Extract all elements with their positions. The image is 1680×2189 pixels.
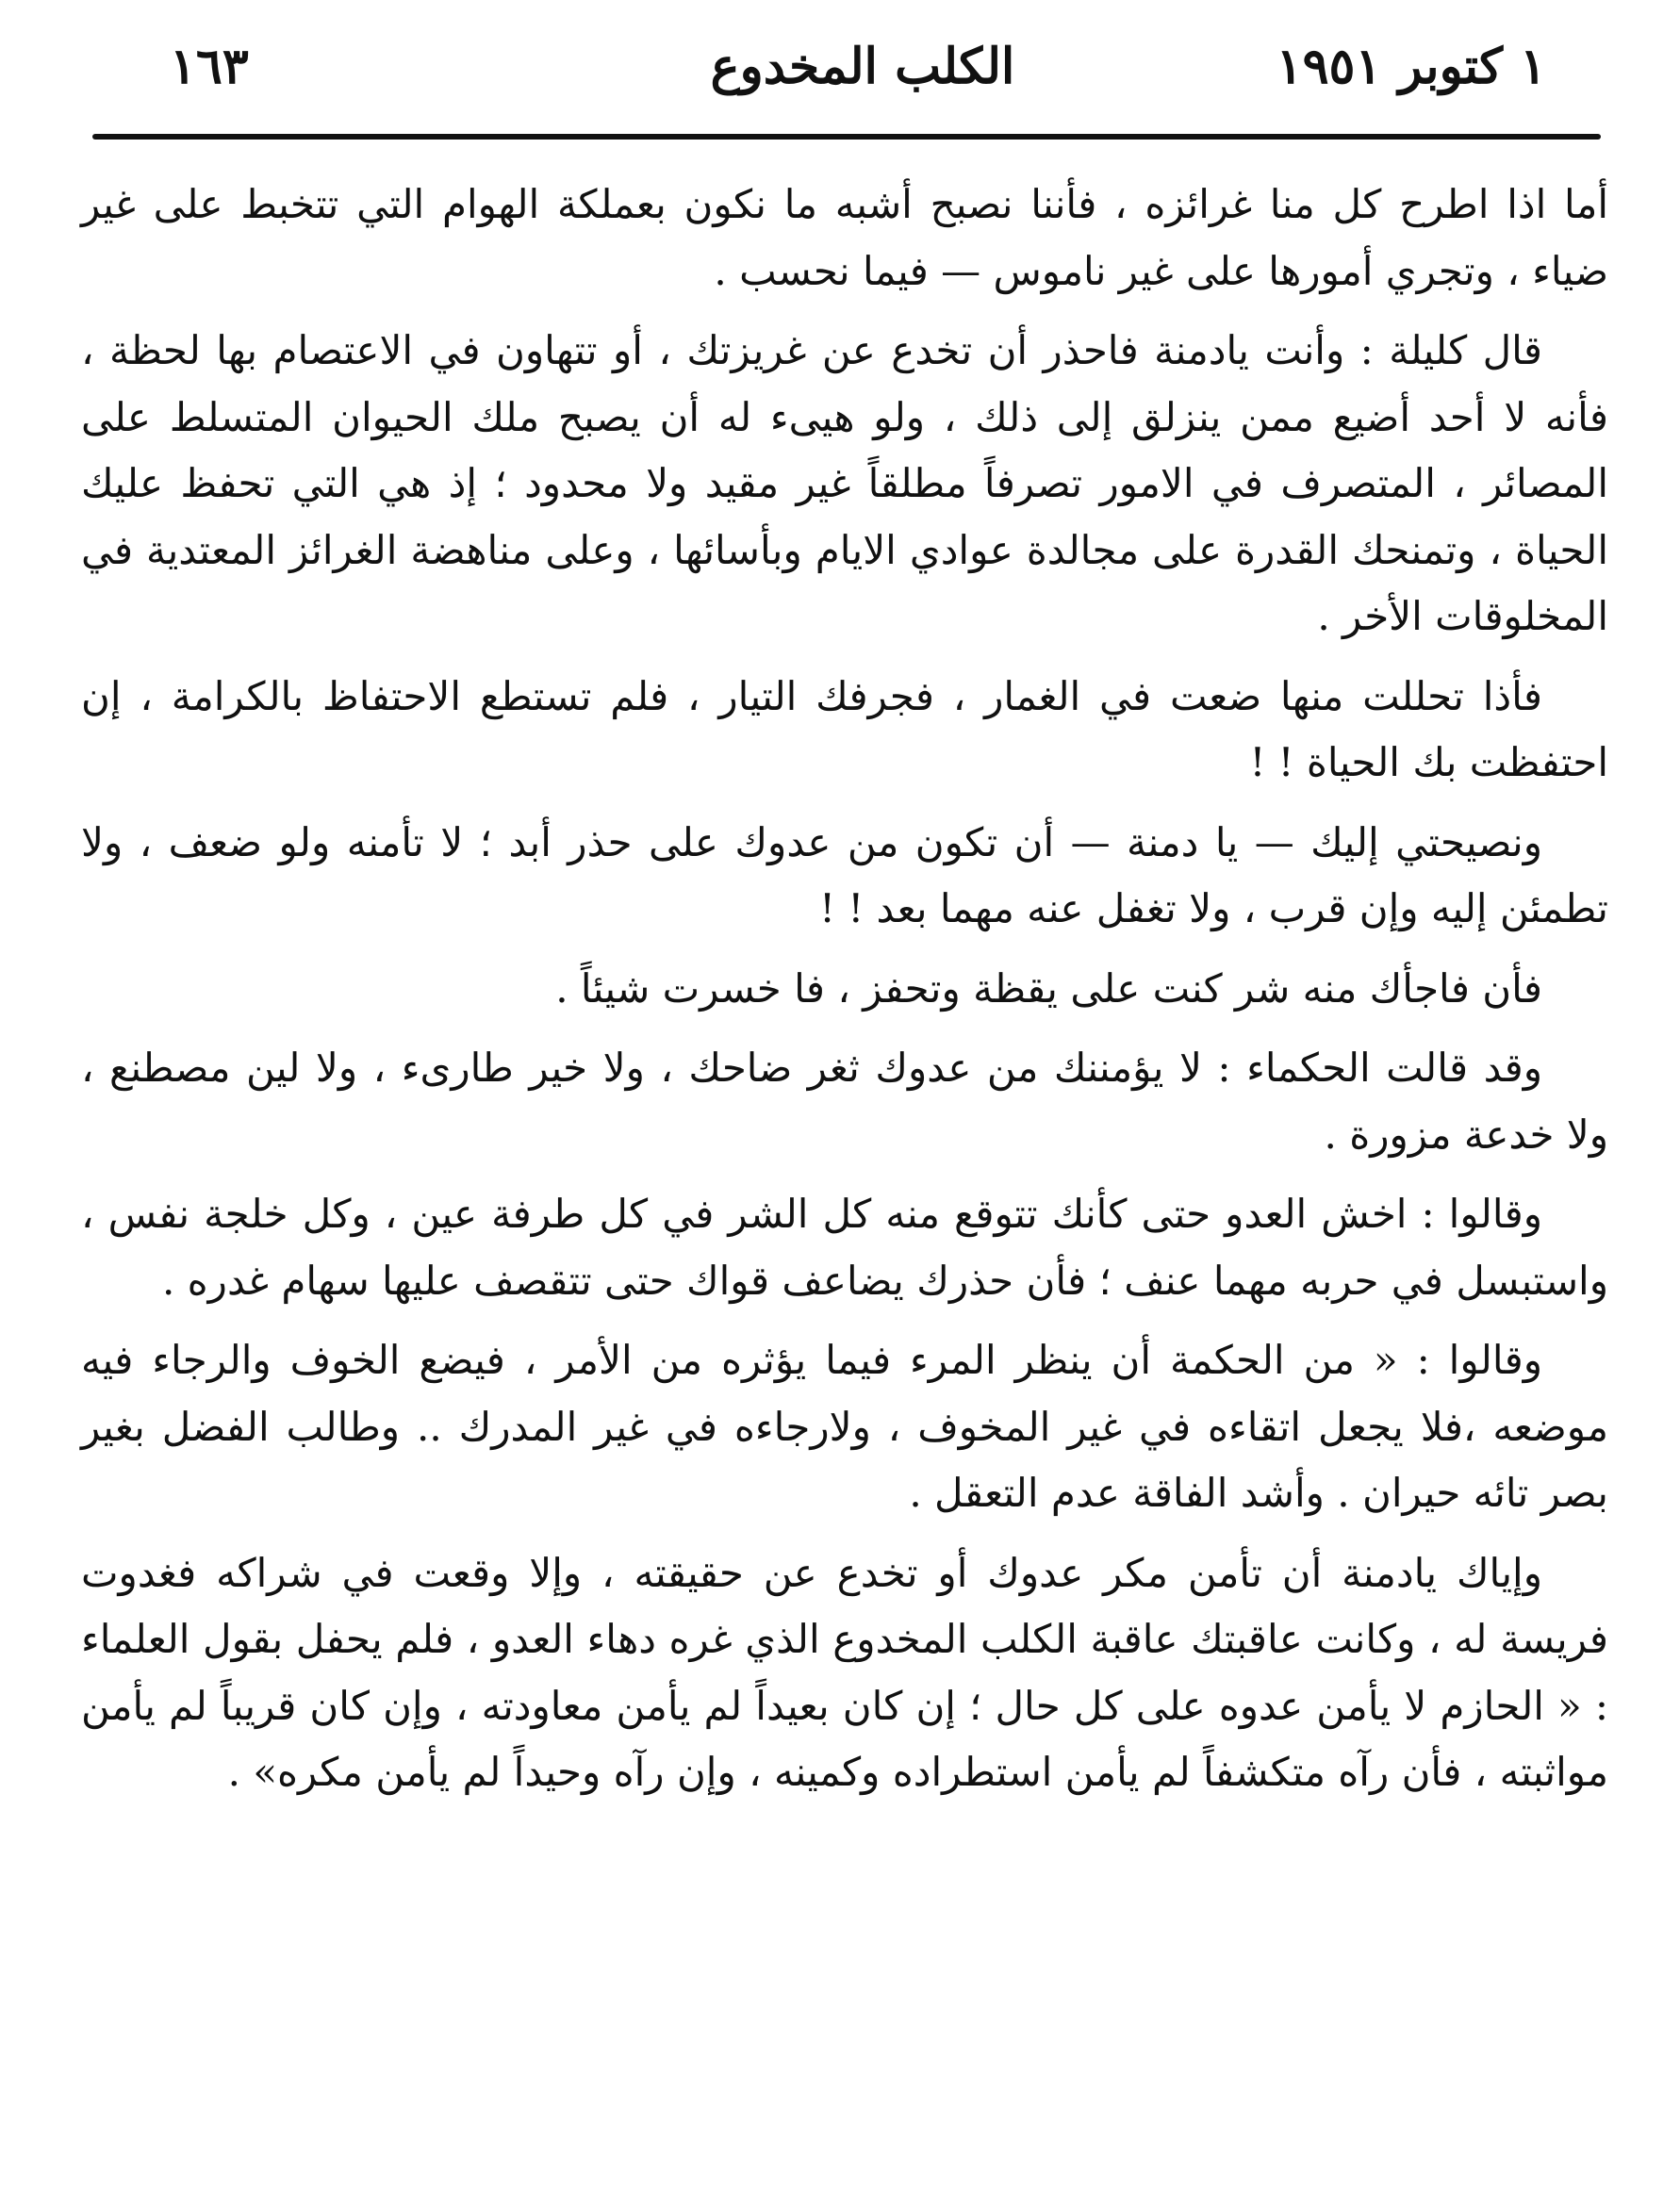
page-header bbox=[141, 34, 1584, 100]
running-title: الكلب المخدوع bbox=[710, 38, 1015, 95]
paragraph: ونصيحتي إليك — يا دمنة — أن تكون من عدوك على حذر أبد ؛ لا تأمنه ولو ضعف ، ولا تطمئن إليه وإن قرب ، ولا تغفل عنه مهما بعد ! ! bbox=[81, 818, 1608, 931]
page-number: ١٦٣ bbox=[170, 38, 249, 95]
paragraph: أما اذا اطرح كل منا غرائزه ، فأننا نصبح أشبه ما نكون بعملكة الهوام التي تتخبط على غير ضياء ، وتجري أمورها على غير ناموس — فيما نحسب . bbox=[81, 181, 1608, 294]
body-text bbox=[81, 172, 1608, 1806]
paragraph: وقالوا : اخش العدو حتى كأنك تتوقع منه كل الشر في كل طرفة عين ، وكل خلجة نفس ، واستبسل في حربه مهما عنف ؛ فأن حذرك يضاعف قواك حتى تتقصف عليها سهام غدره . bbox=[81, 1191, 1608, 1304]
header-rule bbox=[92, 134, 1601, 140]
paragraph: فأذا تحللت منها ضعت في الغمار ، فجرفك التيار ، فلم تستطع الاحتفاظ بالكرامة ، إن احتفظت بك الحياة ! ! bbox=[81, 672, 1608, 785]
paragraph: وقد قالت الحكماء : لا يؤمننك من عدوك ثغر ضاحك ، ولا خير طارىء ، ولا لين مصطنع ، ولا خدعة مزورة . bbox=[81, 1045, 1608, 1158]
paragraph: وقالوا : « من الحكمة أن ينظر المرء فيما يؤثره من الأمر ، فيضع الخوف والرجاء فيه موضعه ،فلا يجعل اتقاءه في غير المخوف ، ولارجاءه في غير المدرك .. وطالب الفضل بغير بصر تائه حيران . وأشد الفاقة عدم التعقل . bbox=[81, 1337, 1608, 1516]
paragraph: فأن فاجأك منه شر كنت على يقظة وتحفز ، فا خسرت شيئاً . bbox=[555, 964, 1542, 1012]
paragraph: وإياك يادمنة أن تأمن مكر عدوك أو تخدع عن حقيقته ، وإلا وقعت في شراكه فغدوت فريسة له ، وكانت عاقبتك عاقبة الكلب المخدوع الذي غره دهاء العدو ، فلم يحفل بقول العلماء : « الحازم لا يأمن عدوه على كل حال ؛ إن كان بعيداً لم يأمن معاودته ، وإن كان قريباً لم يأمن مواثبته ، فأن رآه متكشفاً لم يأمن استطراده وكمينه ، وإن رآه وحيداً لم يأمن مكره» . bbox=[81, 1549, 1608, 1795]
issue-date: ١ كتوبر ١٩٥١ bbox=[1276, 38, 1546, 95]
paragraph: قال كليلة : وأنت يادمنة فاحذر أن تخدع عن غريزتك ، أو تتهاون في الاعتصام بها لحظة ، فأنه لا أحد أضيع ممن ينزلق إلى ذلك ، ولو هيىء له أن يصبح ملك الحيوان المتسلط على المصائر ، المتصرف في الامور تصرفاً مطلقاً غير مقيد ولا محدود ؛ إذ هي التي تحفظ عليك الحياة ، وتمنحك القدرة على مجالدة عوادي الايام وبأسائها ، وعلى مناهضة الغرائز المعتدية في المخلوقات الأخر . bbox=[81, 327, 1608, 639]
